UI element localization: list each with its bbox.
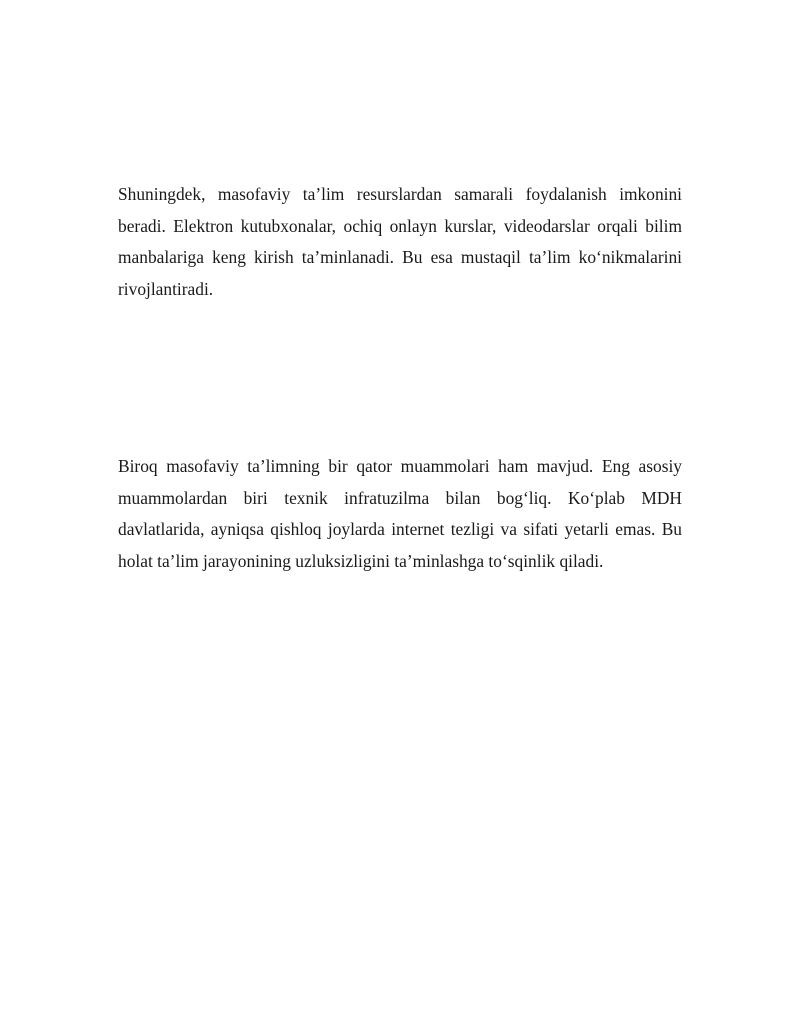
paragraph-problems: Biroq masofaviy ta’limning bir qator muammolari ham mavjud. Eng asosiy muammolardan biri texnik infratuzilma bilan bog‘liq. Ko‘plab MDH davlatlarida, ayniqsa qishloq joylarda internet tezligi va sifati yetarli emas. Bu holat ta’lim jarayonining uzluksizligini ta’minlashga to‘sqinlik qiladi. — [118, 456, 682, 571]
paragraph-resources: Shuningdek, masofaviy ta’lim resurslardan samarali foydalanish imkonini beradi. Elektron kutubxonalar, ochiq onlayn kurslar, videodarslar orqali bilim manbalariga keng kirish ta’minlanadi. Bu esa mustaqil ta’lim ko‘nikmalarini rivojlantiradi. — [118, 184, 682, 299]
